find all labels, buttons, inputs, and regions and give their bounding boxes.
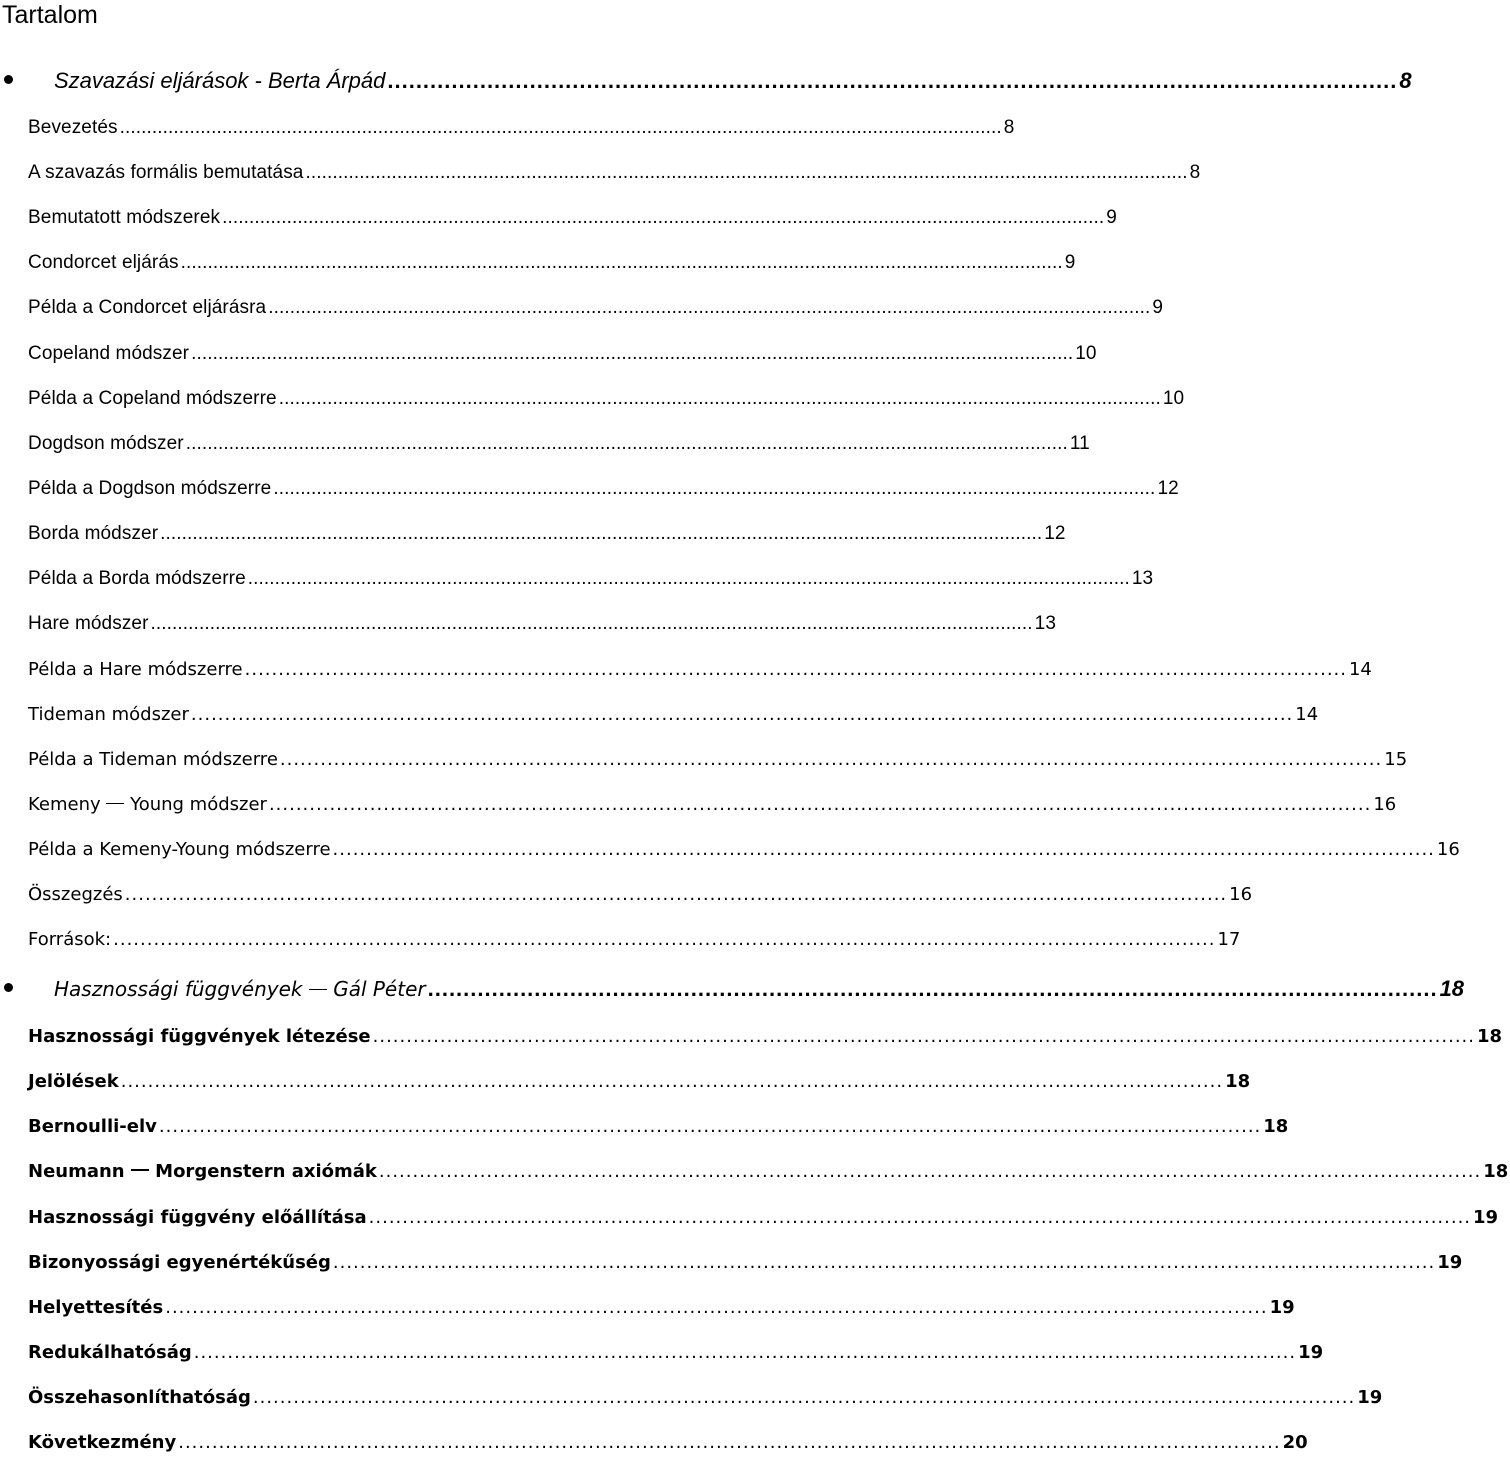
toc-entry-label: Helyettesítés: [28, 1297, 164, 1318]
toc-entry-label: Bemutatott módszerek: [28, 207, 221, 228]
toc-entry[interactable]: [0, 922, 1241, 952]
dot-leader: ....................................................................................................................................................................: [124, 884, 1228, 905]
toc-entry[interactable]: [0, 471, 1179, 501]
toc-entry[interactable]: [0, 245, 1076, 275]
toc-entry-label: A szavazás formális bemutatása: [28, 162, 304, 183]
dot-leader: ....................................................................................................................................................................: [180, 252, 1063, 273]
toc-entry-page: 10: [1162, 388, 1185, 409]
toc-entry-page: 19: [1269, 1297, 1295, 1318]
toc-entry[interactable]: [0, 1019, 1503, 1049]
dot-leader: ....................................................................................................................................................................: [191, 343, 1074, 364]
toc-entry-page: 14: [1295, 704, 1319, 725]
toc-entry[interactable]: [0, 1290, 1295, 1320]
dot-leader: ....................................................................................................................................................................: [268, 794, 1372, 815]
toc-entry-page: 16: [1229, 884, 1253, 905]
toc-entry-label: Szavazási eljárások - Berta Árpád: [54, 68, 386, 93]
dot-leader: ....................................................................................................................................................................: [119, 117, 1002, 138]
toc-entry-label: Copeland módszer: [28, 343, 190, 364]
toc-entry[interactable]: [0, 516, 1066, 546]
dot-leader: ....................................................................................................................................................................: [332, 839, 1435, 860]
toc-entry-label: Bizonyossági egyenértékűség: [28, 1252, 331, 1273]
toc-entry-page: 16: [1436, 839, 1460, 860]
toc-entry-label: Jelölések: [28, 1071, 119, 1092]
dot-leader: ....................................................................................................................................................................: [120, 1071, 1224, 1092]
toc-entry[interactable]: [0, 1064, 1251, 1094]
toc-entry-page: 9: [1064, 252, 1076, 273]
dot-leader: ....................................................................................................................................................................: [160, 523, 1043, 544]
toc-entry-page: 15: [1384, 749, 1408, 770]
toc-entry[interactable]: [0, 1245, 1463, 1275]
dot-leader: ....................................................................................................................................................................: [305, 162, 1188, 183]
toc-entry-label: Összegzés: [28, 884, 123, 905]
toc-entry-page: 9: [1106, 207, 1117, 228]
page-title: Tartalom: [2, 1, 98, 29]
toc-entry[interactable]: [0, 561, 1154, 591]
toc-entry[interactable]: [0, 426, 1090, 456]
dot-leader: ....................................................................................................................................................................: [278, 388, 1161, 409]
toc-entry-label: Példa a Dogdson módszerre: [28, 478, 272, 499]
bullet-icon: [4, 983, 13, 992]
toc-entry[interactable]: [0, 155, 1201, 185]
toc-entry-label: Bernoulli-elv: [28, 1116, 157, 1137]
toc-entry-section-1[interactable]: [0, 63, 1412, 93]
toc-entry[interactable]: [0, 1154, 1509, 1184]
toc-entry-label: Példa a Copeland módszerre: [28, 388, 277, 409]
toc-entry-page: 18: [1476, 1026, 1503, 1047]
dot-leader: ..............................................................................................................................................: [387, 68, 1398, 93]
dot-leader: ....................................................................................................................................................................: [252, 1387, 1356, 1408]
toc-entry-label: Condorcet eljárás: [28, 252, 179, 273]
toc-entry-page: 16: [1373, 794, 1397, 815]
toc-entry-label: Hasznossági függvények létezése: [28, 1026, 371, 1047]
toc-entry-page: 8: [1399, 68, 1412, 93]
toc-entry-page: 8: [1003, 117, 1015, 138]
toc-entry-page: 17: [1217, 929, 1241, 950]
toc-entry-label: Példa a Condorcet eljárásra: [28, 297, 267, 318]
toc-entry-label: Hasznossági függvények Gál Péter: [54, 977, 426, 1001]
dot-leader: ....................................................................................................................................................................: [190, 704, 1294, 725]
toc-entry-page: 19: [1298, 1342, 1324, 1363]
toc-entry-page: 12: [1044, 523, 1066, 544]
dot-leader: ....................................................................................................................................................................: [372, 1026, 1475, 1047]
toc-entry-label: Redukálhatóság: [28, 1342, 192, 1363]
dot-leader: ....................................................................................................................................................................: [244, 659, 1347, 680]
toc-entry-label: Kemeny Young módszer: [28, 794, 267, 815]
toc-entry-label: Példa a Tideman módszerre: [28, 749, 278, 770]
dot-leader: ....................................................................................................................................................................: [268, 297, 1151, 318]
toc-entry-label: Bevezetés: [28, 117, 118, 138]
toc-entry-label: Neumann Morgenstern axiómák: [28, 1161, 377, 1182]
toc-entry[interactable]: [0, 1425, 1308, 1455]
toc-entry-page: 9: [1152, 297, 1164, 318]
toc-entry[interactable]: [0, 877, 1253, 907]
toc-entry[interactable]: [0, 742, 1408, 772]
toc-entry-page: 8: [1189, 162, 1201, 183]
toc-entry[interactable]: [0, 1380, 1383, 1410]
toc-entry-page: 10: [1075, 343, 1097, 364]
toc-entry-page: 18: [1483, 1161, 1509, 1182]
toc-entry-label: Hasznossági függvény előállítása: [28, 1207, 367, 1228]
toc-entry-page: 13: [1131, 568, 1154, 589]
toc-entry-page: 20: [1282, 1432, 1308, 1453]
toc-entry[interactable]: [0, 110, 1015, 140]
toc-entry-label: Következmény: [28, 1432, 177, 1453]
bullet-icon: [4, 75, 13, 84]
toc-entry-page: 19: [1473, 1207, 1499, 1228]
toc-entry[interactable]: [0, 290, 1164, 320]
toc-entry[interactable]: [0, 336, 1097, 366]
toc-entry-page: 19: [1357, 1387, 1383, 1408]
dot-leader: ....................................................................................................................................................................: [368, 1207, 1472, 1228]
toc-entry-label: Példa a Borda módszerre: [28, 568, 246, 589]
toc-entry-page: 13: [1034, 613, 1056, 634]
toc-entry-page: 14: [1348, 659, 1372, 680]
dot-leader: ....................................................................................................................................................................: [247, 568, 1130, 589]
dot-leader: ..............................................................................................................................................: [427, 976, 1438, 1001]
toc-entry[interactable]: [0, 787, 1397, 817]
dot-leader: ....................................................................................................................................................................: [113, 929, 1216, 950]
toc-entry-label: Források:: [28, 929, 112, 950]
toc-entry[interactable]: [0, 606, 1056, 636]
toc-entry[interactable]: [0, 381, 1185, 411]
toc-entry-page: 18: [1263, 1116, 1289, 1137]
toc-entry-page: 11: [1069, 433, 1090, 454]
dot-leader: ....................................................................................................................................................................: [378, 1161, 1482, 1182]
toc-entry[interactable]: [0, 832, 1460, 862]
dot-leader: ....................................................................................................................................................................: [273, 478, 1156, 499]
dot-leader: ....................................................................................................................................................................: [222, 207, 1105, 228]
toc-entry-label: Példa a Hare módszerre: [28, 659, 243, 680]
toc-entry[interactable]: [0, 1109, 1289, 1139]
toc-entry-label: Borda módszer: [28, 523, 159, 544]
toc-entry[interactable]: [0, 1200, 1499, 1230]
toc-entry-page: 18: [1439, 976, 1465, 1001]
toc-entry[interactable]: [0, 652, 1372, 682]
dot-leader: ....................................................................................................................................................................: [165, 1297, 1268, 1318]
toc-entry-label: Összehasonlíthatóság: [28, 1387, 251, 1408]
toc-entry-page: 12: [1157, 478, 1179, 499]
dot-leader: ....................................................................................................................................................................: [332, 1252, 1436, 1273]
toc-entry[interactable]: [0, 200, 1117, 230]
toc-entry-page: 19: [1437, 1252, 1463, 1273]
dot-leader: ....................................................................................................................................................................: [158, 1116, 1262, 1137]
toc-entry[interactable]: [0, 697, 1319, 727]
toc-entry-label: Példa a Kemeny-Young módszerre: [28, 839, 331, 860]
dot-leader: ....................................................................................................................................................................: [193, 1342, 1297, 1363]
toc-entry[interactable]: [0, 1335, 1324, 1365]
dot-leader: ....................................................................................................................................................................: [185, 433, 1068, 454]
toc-entry-section-2[interactable]: [0, 971, 1465, 1001]
dot-leader: ....................................................................................................................................................................: [279, 749, 1383, 770]
toc-entry-label: Tideman módszer: [28, 704, 189, 725]
toc-entry-label: Hare módszer: [28, 613, 149, 634]
dot-leader: ....................................................................................................................................................................: [150, 613, 1033, 634]
toc-entry-page: 18: [1225, 1071, 1251, 1092]
toc-entry-label: Dogdson módszer: [28, 433, 184, 454]
dot-leader: ....................................................................................................................................................................: [178, 1432, 1281, 1453]
